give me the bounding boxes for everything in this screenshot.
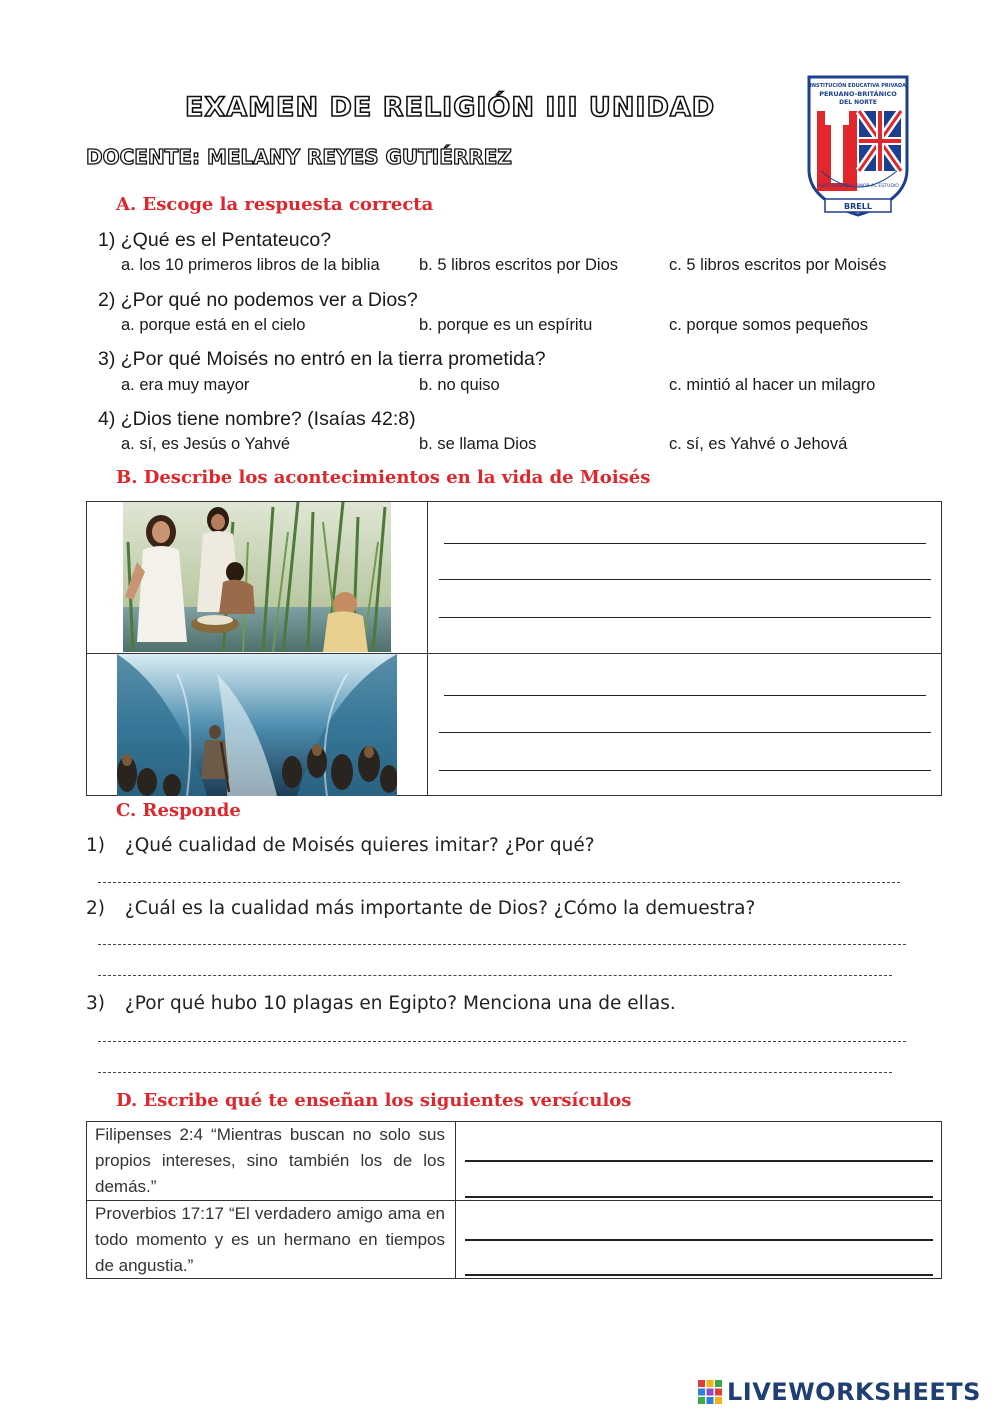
option-a[interactable]: a. sí, es Jesús o Yahvé bbox=[121, 435, 291, 453]
exam-title: EXAMEN DE RELIGIÓN III UNIDAD bbox=[185, 92, 716, 123]
open-question-1 bbox=[86, 835, 595, 856]
liveworksheets-logo-icon bbox=[697, 1379, 723, 1405]
answer-line[interactable] bbox=[465, 1160, 933, 1162]
verse-philippians: Filipenses 2:4 “Mientras buscan no solo sus propios intereses, sino también los de los demás.” bbox=[95, 1125, 445, 1196]
option-b[interactable]: b. no quiso bbox=[419, 376, 500, 394]
question-number: 1) bbox=[86, 835, 105, 856]
option-b[interactable]: b. se llama Dios bbox=[419, 435, 537, 453]
open-question-2 bbox=[86, 898, 755, 919]
verses-table bbox=[86, 1121, 942, 1279]
answer-line[interactable] bbox=[465, 1274, 933, 1276]
section-d-heading: D. Escribe qué te enseñan los siguientes versículos bbox=[116, 1090, 632, 1111]
answer-line[interactable] bbox=[444, 543, 926, 544]
option-a[interactable]: a. era muy mayor bbox=[121, 376, 250, 394]
answer-line[interactable] bbox=[439, 732, 931, 733]
school-logo bbox=[807, 75, 909, 217]
question-number: 4) bbox=[98, 408, 116, 430]
question-number: 2) bbox=[98, 289, 116, 311]
option-c[interactable]: c. mintió al hacer un milagro bbox=[669, 376, 876, 394]
section-b-heading: B. Describe los acontecimientos en la vida de Moisés bbox=[116, 467, 651, 488]
answer-line[interactable] bbox=[98, 1041, 906, 1042]
option-b[interactable]: b. porque es un espíritu bbox=[419, 316, 593, 334]
moses-reeds-image bbox=[123, 502, 391, 652]
question-text: ¿Por qué Moisés no entró en la tierra prometida? bbox=[120, 348, 546, 370]
brand-text: LIVEWORKSHEETS bbox=[727, 1378, 981, 1406]
logo-text-2: PERUANO-BRITÁNICO bbox=[819, 90, 897, 98]
question-3 bbox=[98, 348, 546, 371]
option-a[interactable]: a. porque está en el cielo bbox=[121, 316, 306, 334]
teacher-name: DOCENTE: MELANY REYES GUTIÉRREZ bbox=[86, 145, 512, 169]
question-2 bbox=[98, 289, 418, 312]
option-c[interactable]: c. 5 libros escritos por Moisés bbox=[669, 256, 887, 274]
answer-line[interactable] bbox=[465, 1196, 933, 1198]
answer-line[interactable] bbox=[98, 944, 906, 945]
red-sea-image bbox=[117, 654, 397, 796]
answer-line[interactable] bbox=[98, 1072, 892, 1073]
option-b[interactable]: b. 5 libros escritos por Dios bbox=[419, 256, 618, 274]
logo-text-3: DEL NORTE bbox=[839, 99, 877, 106]
logo-motto: PUNTUALIDAD Y AMOR AL ESTUDIO bbox=[817, 184, 899, 189]
answer-line[interactable] bbox=[439, 579, 931, 580]
logo-ribbon: BRELL bbox=[844, 202, 872, 211]
section-a-heading: A. Escoge la respuesta correcta bbox=[116, 194, 434, 215]
question-text: ¿Qué cualidad de Moisés quieres imitar? ¿Por qué? bbox=[124, 835, 595, 856]
question-number: 3) bbox=[98, 348, 116, 370]
question-text: ¿Por qué hubo 10 plagas en Egipto? Menciona una de ellas. bbox=[124, 993, 676, 1014]
question-number: 1) bbox=[98, 229, 116, 251]
answer-line[interactable] bbox=[98, 882, 900, 883]
open-question-3 bbox=[86, 993, 676, 1014]
question-1 bbox=[98, 229, 331, 252]
option-c[interactable]: c. sí, es Yahvé o Jehová bbox=[669, 435, 848, 453]
option-c[interactable]: c. porque somos pequeños bbox=[669, 316, 869, 334]
answer-line[interactable] bbox=[439, 617, 931, 618]
answer-line[interactable] bbox=[439, 770, 931, 771]
question-text: ¿Dios tiene nombre? (Isaías 42:8) bbox=[120, 408, 416, 430]
answer-line[interactable] bbox=[444, 695, 926, 696]
question-number: 2) bbox=[86, 898, 105, 919]
events-table bbox=[86, 501, 942, 796]
option-a[interactable]: a. los 10 primeros libros de la biblia bbox=[121, 256, 380, 274]
liveworksheets-brand[interactable] bbox=[697, 1378, 981, 1406]
section-c-heading: C. Responde bbox=[116, 800, 241, 821]
logo-text-1: INSTITUCIÓN EDUCATIVA PRIVADA bbox=[809, 83, 907, 89]
verse-proverbs: Proverbios 17:17 “El verdadero amigo ama en todo momento y es un hermano en tiempos de angustia.” bbox=[95, 1204, 445, 1275]
question-text: ¿Por qué no podemos ver a Dios? bbox=[120, 289, 418, 311]
question-number: 3) bbox=[86, 993, 105, 1014]
question-text: ¿Cuál es la cualidad más importante de Dios? ¿Cómo la demuestra? bbox=[124, 898, 756, 919]
answer-line[interactable] bbox=[465, 1239, 933, 1241]
question-4 bbox=[98, 408, 416, 431]
question-text: ¿Qué es el Pentateuco? bbox=[120, 229, 332, 251]
answer-line[interactable] bbox=[98, 975, 892, 976]
